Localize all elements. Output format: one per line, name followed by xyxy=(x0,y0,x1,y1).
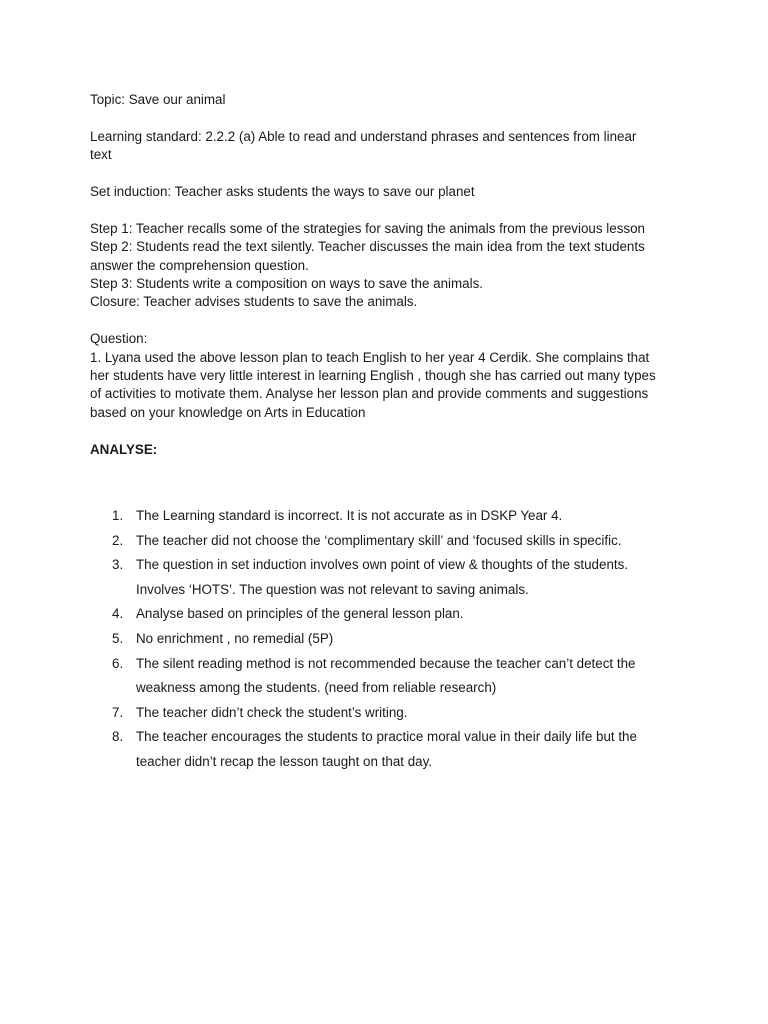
step-line: answer the comprehension question. xyxy=(90,257,309,273)
list-item xyxy=(90,627,690,652)
list-item xyxy=(90,504,690,529)
list-item xyxy=(90,725,690,774)
list-text: Involves ‘HOTS’. The question was not relevant to saving animals. xyxy=(136,581,529,597)
list-text: The question in set induction involves own point of view & thoughts of the students. xyxy=(136,557,629,573)
list-text: Analyse based on principles of the general lesson plan. xyxy=(136,606,464,622)
list-number: 7. xyxy=(112,704,124,720)
list-number: 6. xyxy=(112,655,124,671)
question-line: of activities to motivate them. Analyse her lesson plan and provide comments and suggestions xyxy=(90,386,649,402)
document-page xyxy=(90,91,690,769)
list-text: The teacher didn’t check the student’s writing. xyxy=(136,704,408,720)
list-number: 5. xyxy=(112,630,124,646)
question-line: based on your knowledge on Arts in Education xyxy=(90,404,366,420)
topic-line: Topic: Save our animal xyxy=(90,92,226,107)
list-text: The teacher encourages the students to practice moral value in their daily life but the xyxy=(136,729,637,745)
list-number: 4. xyxy=(112,606,124,622)
list-text: teacher didn’t recap the lesson taught on that day. xyxy=(136,753,433,769)
spacer xyxy=(90,312,690,330)
learning-standard-line-2: text xyxy=(90,147,112,163)
list-number: 3. xyxy=(112,557,124,573)
list-item xyxy=(90,553,690,602)
step-line: Step 3: Students write a composition on ways to save the animals. xyxy=(90,276,483,292)
spacer xyxy=(90,422,690,440)
spacer xyxy=(90,201,690,219)
question-line: her students have very little interest in learning English , though she has carried out many types xyxy=(90,368,656,384)
question-line: 1. Lyana used the above lesson plan to teach English to her year 4 Cerdik. She complains that xyxy=(90,349,650,365)
analyse-heading: ANALYSE: xyxy=(90,441,158,457)
step-line: Step 1: Teacher recalls some of the strategies for saving the animals from the previous lesson xyxy=(90,220,645,236)
list-text: No enrichment , no remedial (5P) xyxy=(136,630,334,646)
list-number: 8. xyxy=(112,729,124,745)
spacer xyxy=(90,109,690,127)
list-number: 2. xyxy=(112,532,124,548)
step-line: Step 2: Students read the text silently. Teacher discusses the main idea from the text students xyxy=(90,239,645,255)
list-item xyxy=(90,701,690,726)
list-item xyxy=(90,529,690,554)
list-text: The teacher did not choose the ‘complimentary skill’ and ‘focused skills in specific. xyxy=(136,532,622,548)
list-text: weakness among the students. (need from reliable research) xyxy=(136,680,497,696)
list-text: The Learning standard is incorrect. It is not accurate as in DSKP Year 4. xyxy=(136,508,563,523)
analysis-list xyxy=(90,504,690,775)
list-item xyxy=(90,652,690,701)
list-text: The silent reading method is not recommended because the teacher can’t detect the xyxy=(136,655,636,671)
question-label: Question: xyxy=(90,331,148,347)
list-number: 1. xyxy=(112,508,124,523)
spacer xyxy=(90,165,690,183)
learning-standard-line-1: Learning standard: 2.2.2 (a) Able to read and understand phrases and sentences from linear xyxy=(90,128,637,144)
list-item xyxy=(90,602,690,627)
closure-line: Closure: Teacher advises students to save the animals. xyxy=(90,294,418,310)
set-induction-line: Set induction: Teacher asks students the ways to save our planet xyxy=(90,184,475,199)
